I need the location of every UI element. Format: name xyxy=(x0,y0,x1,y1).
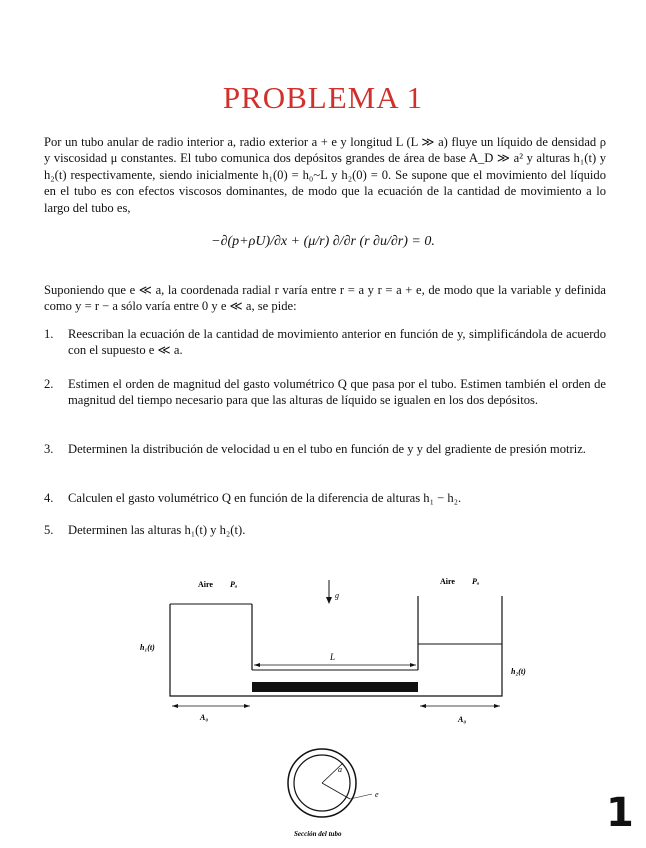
radius-e-line xyxy=(322,783,350,799)
air-right-label: Aire xyxy=(440,577,455,586)
list-item-text: Reescriban la ecuación de la cantidad de movimiento anterior en función de y, simplificándola de acuerdo con el supuesto e ≪ a. xyxy=(68,327,606,358)
gravity-label: g xyxy=(335,591,339,600)
section-caption: Sección del tubo xyxy=(294,830,342,838)
arrow-head xyxy=(494,704,500,708)
list-item-number: 4. xyxy=(44,491,54,505)
arrow-head xyxy=(172,704,178,708)
arrow-head xyxy=(410,663,416,667)
thickness-e-label: e xyxy=(375,790,379,799)
list-item-number: 1. xyxy=(44,327,54,341)
arrow-head xyxy=(326,597,332,604)
pa-right-label: Pₐ xyxy=(472,577,480,586)
list-item-number: 2. xyxy=(44,377,54,391)
h1-label: h₁(t) xyxy=(140,643,155,652)
arrow-head xyxy=(244,704,250,708)
list-item-number: 5. xyxy=(44,523,54,537)
page-title: PROBLEMA 1 xyxy=(222,80,424,115)
area-left-label: A₀ xyxy=(200,713,209,722)
assumption-paragraph: Suponiendo que e ≪ a, la coordenada radial r varía entre r = a y r = a + e, de modo que la variable y definida como y = r − a sólo varía entre 0 y e ≪ a, se pide: xyxy=(44,283,606,314)
area-right-label: A₀ xyxy=(458,715,467,724)
list-item-text: Determinen las alturas h₁(t) y h₂(t). xyxy=(68,523,246,537)
list-item-text: Calculen el gasto volumétrico Q en función de la diferencia de alturas h₁ − h₂. xyxy=(68,491,462,505)
arrow-head xyxy=(254,663,260,667)
air-left-label: Aire xyxy=(198,580,213,589)
page-number: 1 xyxy=(606,790,634,836)
radius-a-label: a xyxy=(338,765,342,774)
h2-label: h₂(t) xyxy=(511,667,526,676)
arrow-head xyxy=(420,704,426,708)
momentum-equation: −∂(p+ρU)/∂x + (μ/r) ∂/∂r (r ∂u/∂r) = 0. xyxy=(211,234,435,249)
list-item-number: 3. xyxy=(44,442,54,456)
list-item-text: Determinen la distribución de velocidad u en el tubo en función de y y del gradiente de presión motriz. xyxy=(68,442,586,456)
pa-left-label: Pₐ xyxy=(230,580,238,589)
list-item-text: Estimen el orden de magnitud del gasto volumétrico Q que pasa por el tubo. Estimen también el orden de magnitud del tiempo necesario para que las alturas de líquido se igualen en los dos depósitos. xyxy=(68,377,606,408)
length-label: L xyxy=(330,652,336,662)
intro-paragraph: Por un tubo anular de radio interior a, radio exterior a + e y longitud L (L ≫ a) fluye un líquido de densidad ρ y viscosidad μ constantes. El tubo comunica dos depósitos grandes de área de base A_D ≫ a² y alturas h₁(t) y h₂(t) respectivamente, siendo inicialmente h₁(0) = h₀~L y h₂(0) = 0. Se supone que el movimiento del líquido en el tubo es con efectos viscosos dominantes, de modo que la ecuación de la cantidad de movimiento a lo largo del tubo es, xyxy=(44,135,606,215)
tube-wall xyxy=(252,682,418,692)
